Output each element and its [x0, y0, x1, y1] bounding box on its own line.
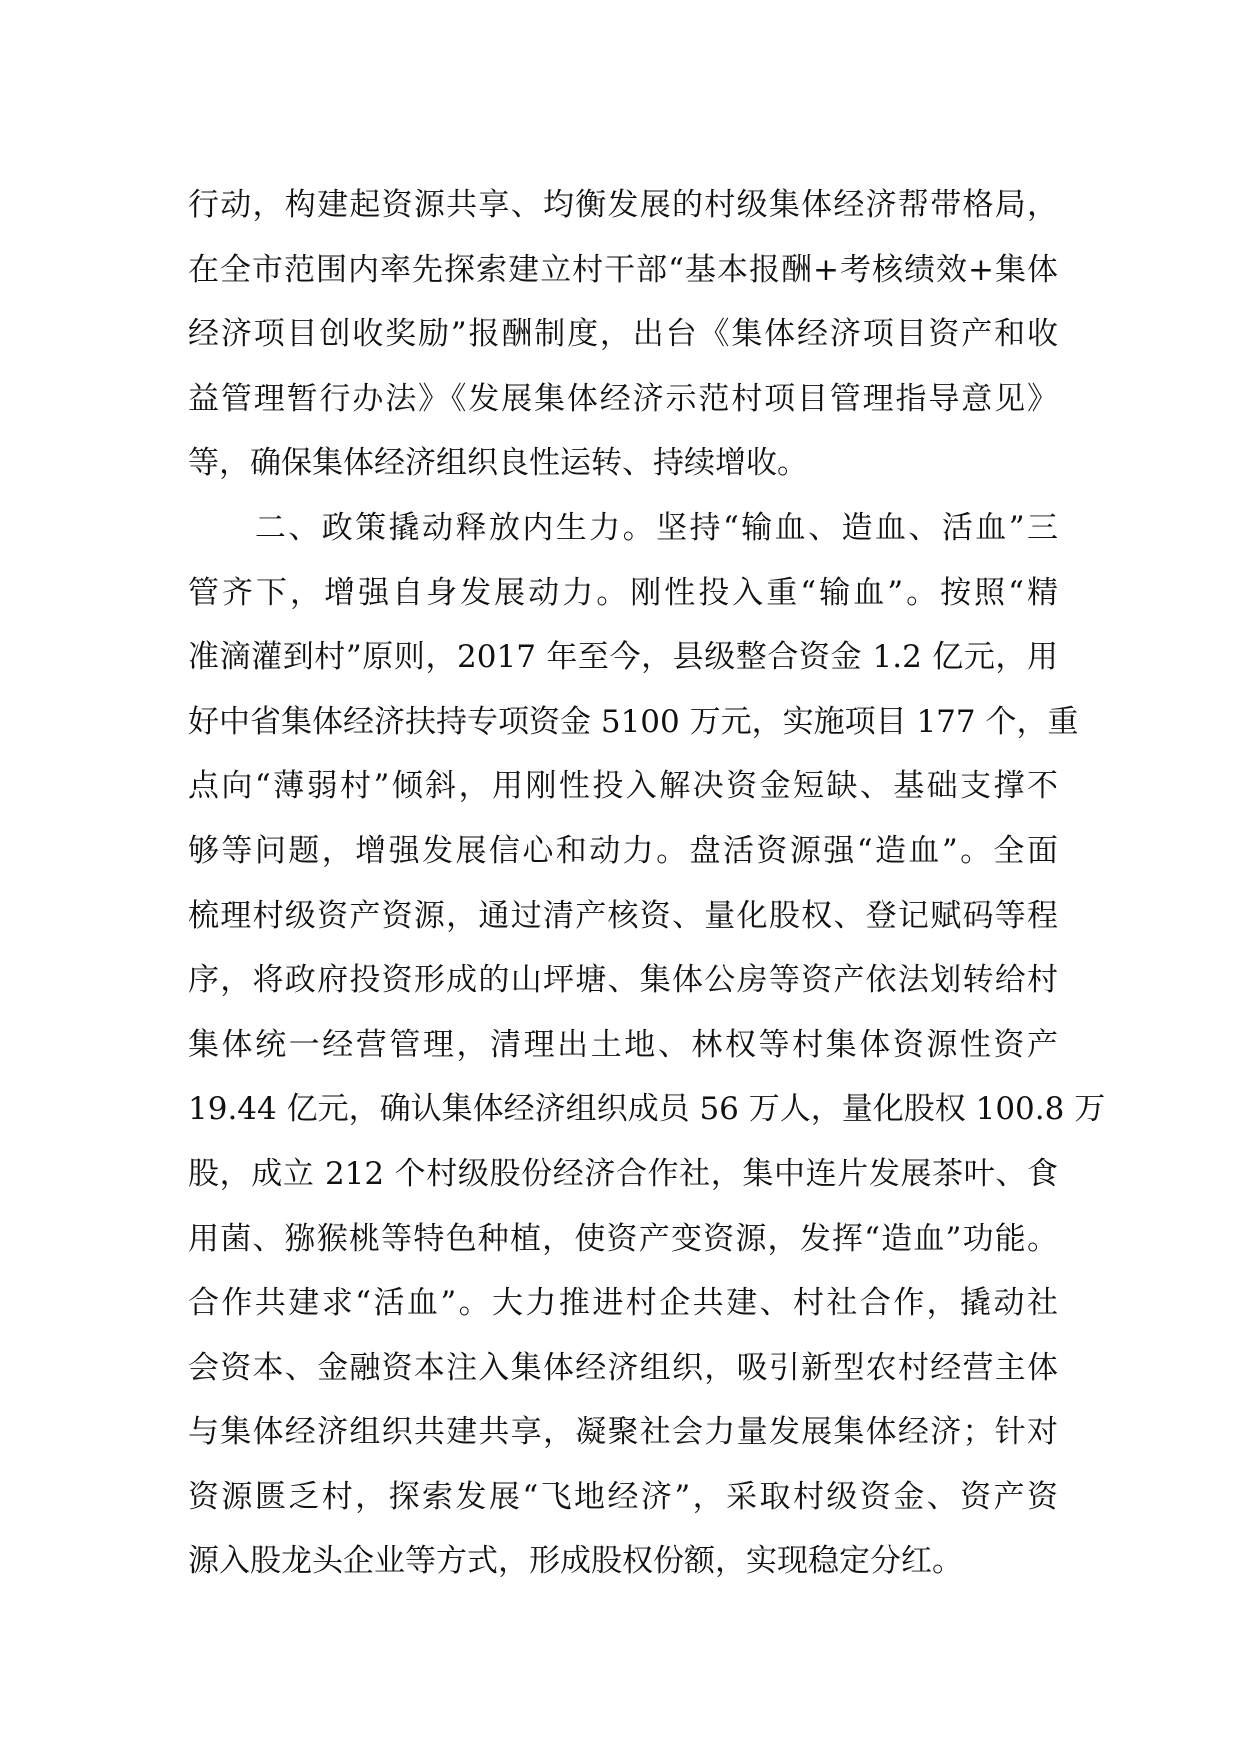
text-line: 点向“薄弱村”倾斜，用刚性投入解决资金短缺、基础支撑不: [188, 768, 1058, 805]
text-line: 用菌、猕猴桃等特色种植，使资产变资源，发挥“造血”功能。: [188, 1220, 1058, 1257]
text-line: 管齐下，增强自身发展动力。刚性投入重“输血”。按照“精: [188, 574, 1058, 611]
text-line: 源入股龙头企业等方式，形成股权份额，实现稳定分红。: [188, 1543, 963, 1580]
text-line: 益管理暂行办法》《发展集体经济示范村项目管理指导意见》: [188, 380, 1058, 417]
text-line: 梳理村级资产资源，通过清产核资、量化股权、登记赋码等程: [188, 897, 1058, 934]
text-line: 序，将政府投资形成的山坪塘、集体公房等资产依法划转给村: [188, 962, 1058, 999]
text-line: 二、政策撬动释放内生力。坚持“输血、造血、活血”三: [188, 509, 1058, 546]
text-line: 准滴灌到村”原则，2017 年至今，县级整合资金 1.2 亿元，用: [188, 639, 1058, 676]
text-line: 会资本、金融资本注入集体经济组织，吸引新型农村经营主体: [188, 1349, 1058, 1386]
text-line: 股，成立 212 个村级股份经济合作社，集中连片发展茶叶、食: [188, 1155, 1058, 1192]
text-line: 19.44 亿元，确认集体经济组织成员 56 万人，量化股权 100.8 万: [188, 1091, 1106, 1128]
text-line: 合作共建求“活血”。大力推进村企共建、村社合作，撬动社: [188, 1285, 1058, 1322]
text-line: 行动，构建起资源共享、均衡发展的村级集体经济帮带格局，: [188, 187, 1058, 223]
text-line: 够等问题，增强发展信心和动力。盘活资源强“造血”。全面: [188, 832, 1058, 869]
text-line: 在全市范围内率先探索建立村干部“基本报酬+考核绩效+集体: [188, 251, 1058, 288]
text-line: 经济项目创收奖励”报酬制度，出台《集体经济项目资产和收: [188, 316, 1058, 353]
text-line: 集体统一经营管理，清理出土地、林权等村集体资源性资产: [188, 1026, 1058, 1063]
text-line: 等，确保集体经济组织良性运转、持续增收。: [188, 445, 808, 482]
text-line: 好中省集体经济扶持专项资金 5100 万元，实施项目 177 个，重: [188, 703, 1079, 740]
text-line: 与集体经济组织共建共享，凝聚社会力量发展集体经济；针对: [188, 1414, 1058, 1451]
text-line: 资源匮乏村，探索发展“飞地经济”，采取村级资金、资产资: [188, 1478, 1058, 1515]
body-text: [188, 173, 1106, 1594]
